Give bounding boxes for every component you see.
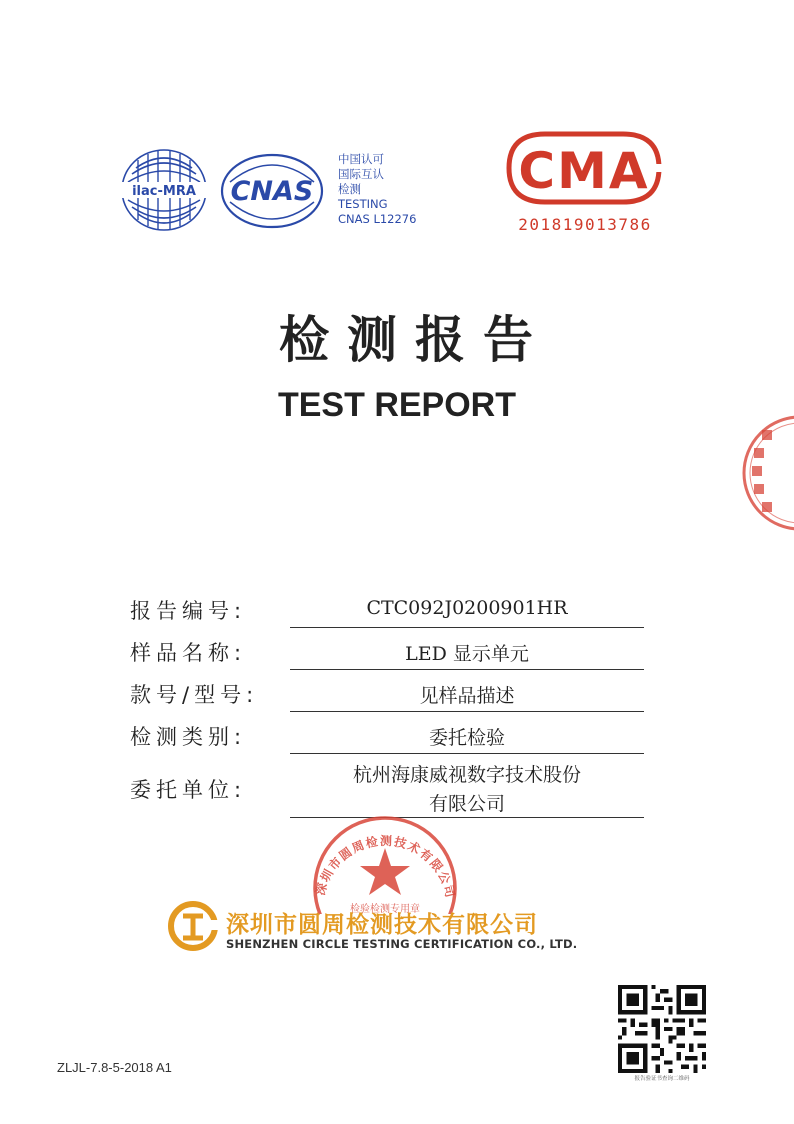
field-value-test-category: 委托检验 bbox=[428, 727, 505, 749]
field-value-model: 见样品描述 bbox=[419, 685, 515, 707]
ilac-logo-text: ilac-MRA bbox=[132, 184, 196, 199]
field-label-model: 款号/型号: bbox=[130, 683, 259, 707]
field-label-test-category: 检测类别: bbox=[130, 725, 247, 749]
cnas-line: CNAS L12276 bbox=[338, 212, 417, 226]
qr-caption: 报告验证书查询二维码 bbox=[634, 1076, 690, 1082]
field-label-client: 委托单位: bbox=[130, 778, 247, 802]
cnas-logo-text: CNAS bbox=[230, 176, 314, 207]
report-title-english: TEST REPORT bbox=[277, 386, 517, 424]
company-name-chinese: 深圳市圆周检测技术有限公司 bbox=[226, 912, 538, 938]
cma-logo bbox=[505, 128, 663, 208]
field-label-sample-name: 样品名称: bbox=[130, 641, 247, 665]
official-seal bbox=[310, 806, 460, 914]
cnas-line: 国际互认 bbox=[338, 167, 384, 181]
cma-number: 201819013786 bbox=[518, 215, 652, 234]
field-underline bbox=[290, 627, 644, 628]
seal-text: 深圳市圆周检测技术有限公司 bbox=[313, 833, 458, 901]
field-value-client-line1: 杭州海康威视数字技术股份 bbox=[352, 764, 581, 786]
seal-sub-text: 检验检测专用章 bbox=[350, 904, 420, 914]
qr-code[interactable] bbox=[618, 985, 706, 1073]
form-code: ZLJL-7.8-5-2018 A1 bbox=[57, 1060, 172, 1075]
company-name-english: SHENZHEN CIRCLE TESTING CERTIFICATION CO., LTD. bbox=[226, 937, 578, 951]
field-label-report-number: 报告编号: bbox=[130, 599, 247, 623]
cnas-logo bbox=[220, 152, 324, 230]
cnas-line: 检测 bbox=[338, 182, 361, 196]
side-seal-fragment bbox=[738, 408, 794, 538]
cnas-line: TESTING bbox=[338, 197, 388, 211]
field-value-sample-name: LED 显示单元 bbox=[405, 643, 529, 665]
report-title-chinese: 检测报告 bbox=[279, 311, 551, 369]
company-logo bbox=[165, 900, 221, 952]
ilac-mra-logo bbox=[118, 146, 210, 234]
field-underline bbox=[290, 669, 644, 670]
field-underline bbox=[290, 753, 644, 754]
field-value-client-line2: 有限公司 bbox=[428, 793, 505, 815]
field-underline bbox=[290, 711, 644, 712]
cma-logo-text: CMA bbox=[518, 142, 650, 200]
cnas-line: 中国认可 bbox=[338, 152, 384, 166]
cnas-accreditation-text bbox=[338, 152, 458, 227]
field-value-report-number: CTC092J0200901HR bbox=[366, 597, 568, 619]
